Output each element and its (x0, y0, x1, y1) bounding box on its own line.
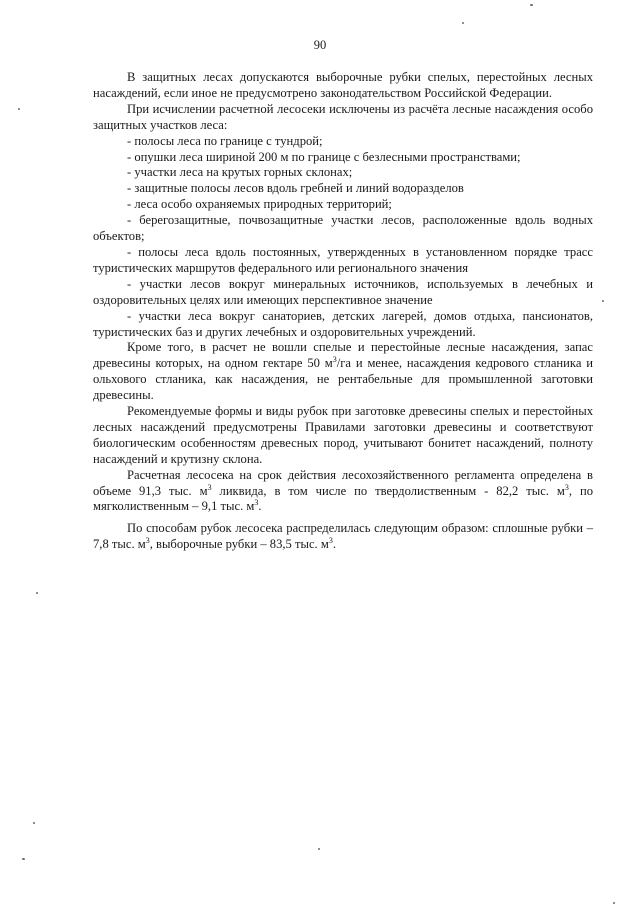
text-run: /га и менее, насаждения кедрового стланика и ольхового стланика, как насаждения, не рентабельные для промышленной заготовки древесины. (93, 356, 593, 403)
text-run: Расчетная лесосека на срок действия лесохозяйственного регламента определена в объеме 91,3 тыс. м (93, 467, 593, 498)
scan-speck (318, 848, 320, 850)
list-item: - участки леса на крутых горных склонах; (127, 165, 353, 180)
paragraph-excluded-stands (93, 340, 593, 404)
scan-speck (530, 4, 533, 6)
text-run: ликвида, в том числе по твердолиственным - 82,2 тыс. м (211, 483, 565, 498)
page-number: 90 (313, 38, 327, 52)
text-run: , по мягколиственным – 9,1 тыс. м (93, 483, 593, 514)
superscript: 3 (254, 498, 259, 508)
list-item: - леса особо охраняемых природных территорий; (127, 197, 392, 212)
text-run: По способам рубок лесосека распределилась следующим образом: сплошные рубки – 7,8 тыс. м (93, 521, 593, 552)
paragraph-allowable-cut-volume (93, 468, 593, 516)
superscript: 3 (328, 536, 333, 546)
scan-speck (18, 108, 20, 110)
text-run: Кроме того, в расчет не вошли спелые и перестойные лесные насаждения, запас древесины которых, на одном гектаре 50 м (93, 340, 593, 371)
paragraph-protective-forests: В защитных лесах допускаются выборочные рубки спелых, перестойных лесных насаждений, если иное не предусмотрено законодательством Российской Федерации. (93, 70, 593, 100)
scan-speck (602, 300, 604, 302)
scan-speck (33, 822, 35, 824)
list-item: - берегозащитные, почвозащитные участки лесов, расположенные вдоль водных объектов; (93, 213, 593, 244)
document-body (93, 70, 593, 553)
superscript: 3 (564, 482, 569, 492)
list-item: - полосы леса вдоль постоянных, утвержденных в установленном порядке трасс туристических маршрутов федерального или регионального значения (93, 244, 593, 275)
list-item: - защитные полосы лесов вдоль гребней и линий водоразделов (127, 181, 464, 196)
list-item: - участки леса вокруг санаториев, детских лагерей, домов отдыха, пансионатов, туристических баз и других лечебных и оздоровительных учреждений. (93, 308, 593, 339)
list-item: - участки лесов вокруг минеральных источников, используемых в лечебных и оздоровительных целях или имеющих перспективное значение (93, 276, 593, 307)
text-run: . (258, 499, 262, 514)
scan-speck (36, 592, 38, 594)
superscript: 3 (332, 355, 337, 365)
list-item: - опушки леса шириной 200 м по границе с безлесными пространствами; (127, 149, 521, 164)
scan-speck (22, 858, 25, 860)
text-run: . (332, 537, 336, 552)
scan-speck (613, 902, 615, 904)
text-run: , выборочные рубки – 83,5 тыс. м (149, 537, 329, 552)
paragraph-allowable-cut-exclusions: При исчислении расчетной лесосеки исключены из расчёта лесные насаждения особо защитных участков леса: (93, 101, 593, 132)
superscript: 3 (207, 482, 212, 492)
list-item: - полосы леса по границе с тундрой; (127, 133, 323, 148)
paragraph-cutting-methods (93, 521, 593, 553)
superscript: 3 (145, 536, 150, 546)
scan-speck (462, 22, 464, 24)
paragraph-recommended-cutting: Рекомендуемые формы и виды рубок при заготовке древесины спелых и перестойных лесных насаждений предусмотрены Правилами заготовки древесины и соответствуют биологическим особенностям древесных пород, учитывают бонитет насаждений, полноту насаждений и крутизну склона. (93, 404, 593, 466)
exclusions-list (93, 134, 593, 341)
